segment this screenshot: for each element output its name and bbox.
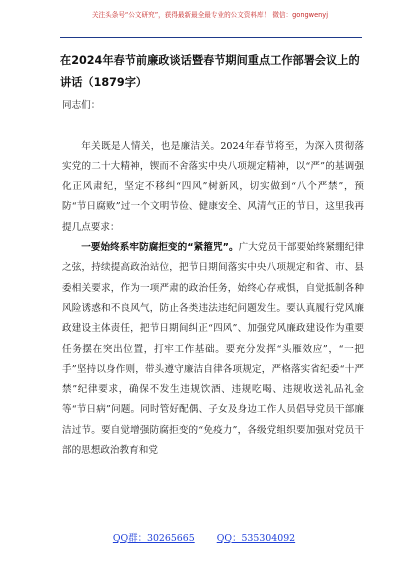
section-body-1: 广大党员干部要始终紧绷纪律之弦，持续提高政治站位，把节日期间落实中央八项规定和省、市、县委相关要求，作为一项严肃的政治任务，始终心存戒惧，自觉抵制各种风险诱惑和不良风气，防止各类违法违纪问题发生。要认真履行党风廉政建设主体责任，把节日期间纠正“四风”、加强党风廉政建设作为重要任务摆在突出位置，打牢工作基础。要充分发挥“头雁效应”，“一把手”坚持以身作则，带头遵守廉洁自律各项规定，严格落实省纪委“十严禁”纪律要求，确保不发生违规饮酒、违规吃喝、违规收送礼品礼金等“节日病”问题。同时管好配偶、子女及身边工作人员倡导党员干部廉洁过节。要自觉增强防腐拒变的“免疫力”，各级党组织要加强对党员干部的思想政治教育和党 <box>62 242 364 457</box>
qq-contact-link[interactable]: QQ：535304092 <box>216 533 296 544</box>
section-heading-1: 一要始终系牢防腐拒变的“紧箍咒”。 <box>81 242 239 254</box>
document-body <box>62 96 364 461</box>
document-title: 在2024年春节前廉政谈话暨春节期间重点工作部署会议上的讲话（1879字） <box>60 54 360 89</box>
section-paragraph-1 <box>62 238 364 461</box>
greeting: 同志们： <box>62 100 101 111</box>
header-divider <box>60 37 362 38</box>
intro-paragraph: 年关既是人情关，也是廉洁关。2024年春节将至，为深入贯彻落实党的二十大精神，锲而不舍落实中央八项规定精神，以“严”的基调强化正风肃纪，坚定不移纠“四风”树新风，切实做到“八个严禁”，预防“节日腐败”过一个文明节俭、健康安全、风清气正的节日，这里我再提几点要求： <box>62 140 364 233</box>
paragraph-spacer <box>62 116 364 136</box>
footer-contact <box>0 530 408 544</box>
header-banner: 关注头条号“公文研究”，获得最新最全最专业的公文资料库！ 微信：gongwenyj <box>91 11 329 19</box>
qq-group-link[interactable]: QQ群：30265665 <box>112 533 195 544</box>
